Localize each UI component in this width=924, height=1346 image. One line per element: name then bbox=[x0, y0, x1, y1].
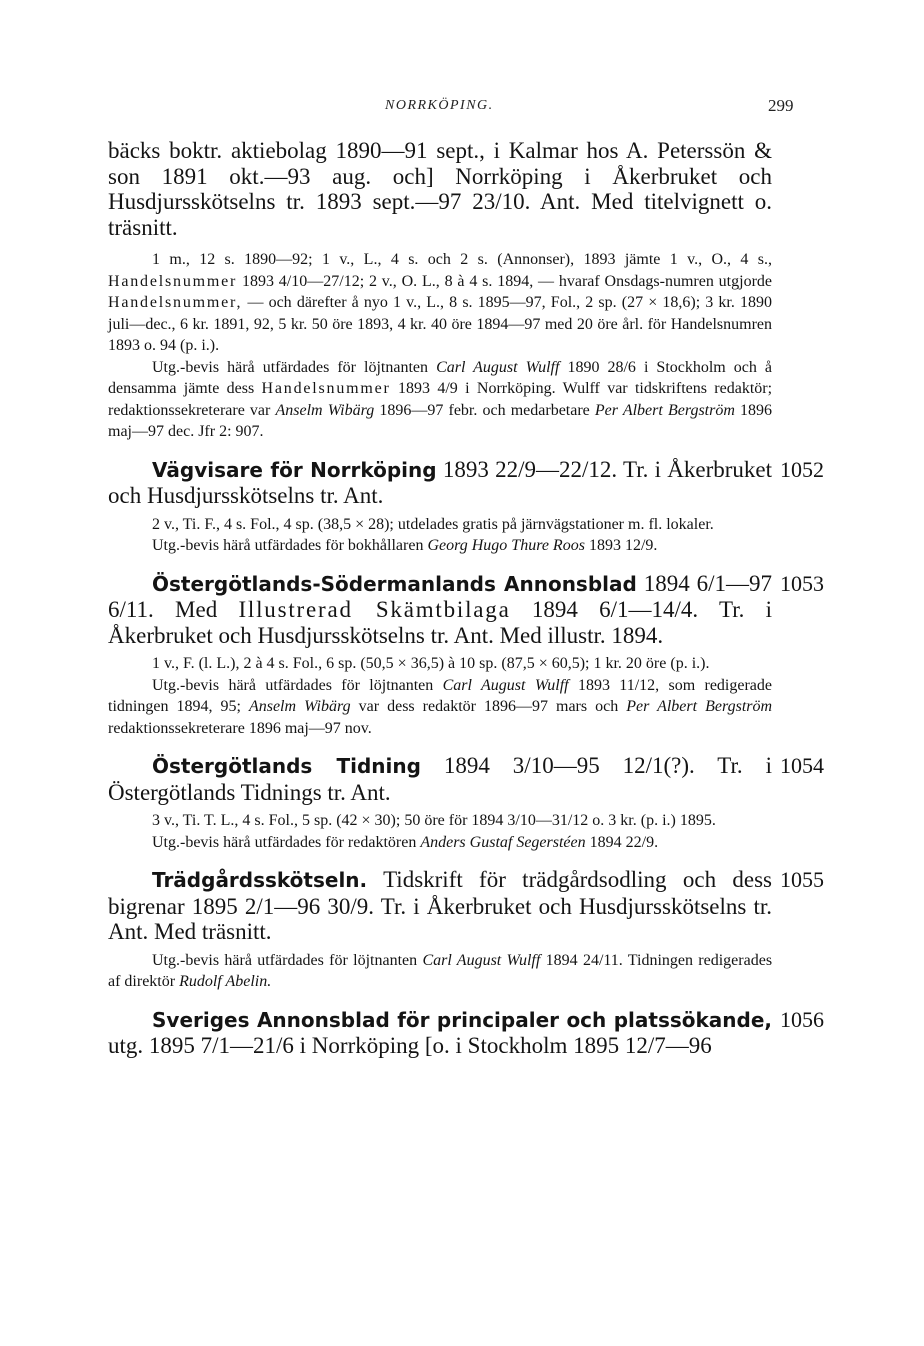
entry-number: 1055 bbox=[780, 867, 824, 892]
entry-1055 bbox=[108, 867, 824, 993]
entry-utg: Utg.-bevis härå utfärdades för bokhållaren Georg Hugo Thure Roos 1893 12/9. bbox=[152, 537, 658, 554]
entry-heading: Vägvisare för Norrköping 1893 22/9—22/12. Tr. i Åkerbruket och Husdjursskötselns tr. Ant. bbox=[108, 456, 772, 508]
entry-format: 1 v., F. (l. L.), 2 à 4 s. Fol., 6 sp. (50,5 × 36,5) à 10 sp. (87,5 × 60,5); 1 kr. 20 öre (p. i.). bbox=[152, 655, 710, 672]
intro-utg: Utg.-bevis härå utfärdades för löjtnanten Carl August Wulff 1890 28/6 i Stockholm och å densamma jämte dess Handelsnummer 1893 4/9 i Norrköping. Wulff var tidskriftens redaktör; redaktionssekreterare var Anselm Wibärg 1896—97 febr. och medarbetare Per Albert Bergström 1896 maj—97 dec. Jfr 2: 907. bbox=[108, 358, 773, 440]
entry-number: 1052 bbox=[780, 456, 824, 482]
entry-utg: Utg.-bevis härå utfärdades för löjtnanten Carl August Wulff 1894 24/11. Tidningen redigerades af direktör Rudolf Abelin. bbox=[108, 951, 773, 990]
entry-utg: Utg.-bevis härå utfärdades för löjtnanten Carl August Wulff 1893 11/12, som redigerade tidningen 1894, 95; Anselm Wibärg var dess redaktör 1896—97 mars och Per Albert Bergström redaktionssekreterare 1896 maj—97 nov. bbox=[108, 676, 773, 737]
entry-heading: Östergötlands Tidning 1894 3/10—95 12/1(?). Tr. i Östergötlands Tidnings tr. Ant. bbox=[108, 753, 773, 805]
running-title: NORRKÖPING. bbox=[385, 98, 494, 113]
entry-heading: Sveriges Annonsblad för principaler och platssökande, utg. 1895 7/1—21/6 i Norrköping [o. i Stockholm 1895 12/7—96 bbox=[108, 1007, 772, 1058]
entry-1053 bbox=[108, 570, 824, 740]
entry-number: 1054 bbox=[780, 753, 824, 778]
entry-format: 2 v., Ti. F., 4 s. Fol., 4 sp. (38,5 × 28); utdelades gratis på järnvägstationer m. fl. lokaler. bbox=[152, 515, 714, 533]
intro-paragraph: bäcks boktr. aktiebolag 1890—91 sept., i Kalmar hos A. Peterssön & son 1891 okt.—93 aug. och] Norrköping i Åkerbruket och Husdjursskötselns tr. 1893 sept.—97 23/10. Ant. Med titelvignett o. träsnitt. bbox=[108, 138, 772, 240]
entry-heading: Östergötlands-Södermanlands Annonsblad 1894 6/1—97 6/11. Med Illustrerad Skämtbilaga 1894 6/1—14/4. Tr. i Åkerbruket och Husdjursskötselns tr. Ant. Med illustr. 1894. bbox=[108, 570, 772, 648]
entry-1054 bbox=[108, 753, 824, 853]
intro-format: 1 m., 12 s. 1890—92; 1 v., L., 4 s. och 2 s. (Annonser), 1893 jämte 1 v., O., 4 s., Handelsnummer 1893 4/10—27/12; 2 v., O. L., 8 à 4 s. 1894, — hvaraf Onsdags-numren utgjorde Handelsnummer, — och därefter å nyo 1 v., L., 8 s. 1895—97, Fol., 2 sp. (27 × 18,6); 3 kr. 1890 juli—dec., 6 kr. 1891, 92, 5 kr. 50 öre 1893, 4 kr. 40 öre 1894—97 med 20 öre årl. för Handelsnumren 1893 o. 94 (p. i.). bbox=[108, 251, 773, 354]
entry-utg: Utg.-bevis härå utfärdades för redaktören Anders Gustaf Segerstéen 1894 22/9. bbox=[152, 833, 659, 851]
entry-format: 3 v., Ti. T. L., 4 s. Fol., 5 sp. (42 × 30); 50 öre för 1894 3/10—31/12 o. 3 kr. (p. i.) 1895. bbox=[152, 812, 716, 829]
entry-1056 bbox=[108, 1006, 824, 1059]
entry-number: 1056 bbox=[780, 1006, 824, 1032]
entry-number: 1053 bbox=[780, 570, 824, 596]
entry-heading: Trädgårdsskötseln. Tidskrift för trädgårdsodling och dess bigrenar 1895 2/1—96 30/9. Tr. i Åkerbruket och Husdjursskötselns tr. Ant. Med träsnitt. bbox=[108, 867, 772, 944]
page-body bbox=[108, 138, 824, 1059]
page-number: 299 bbox=[768, 96, 794, 115]
entry-1052 bbox=[108, 456, 824, 557]
